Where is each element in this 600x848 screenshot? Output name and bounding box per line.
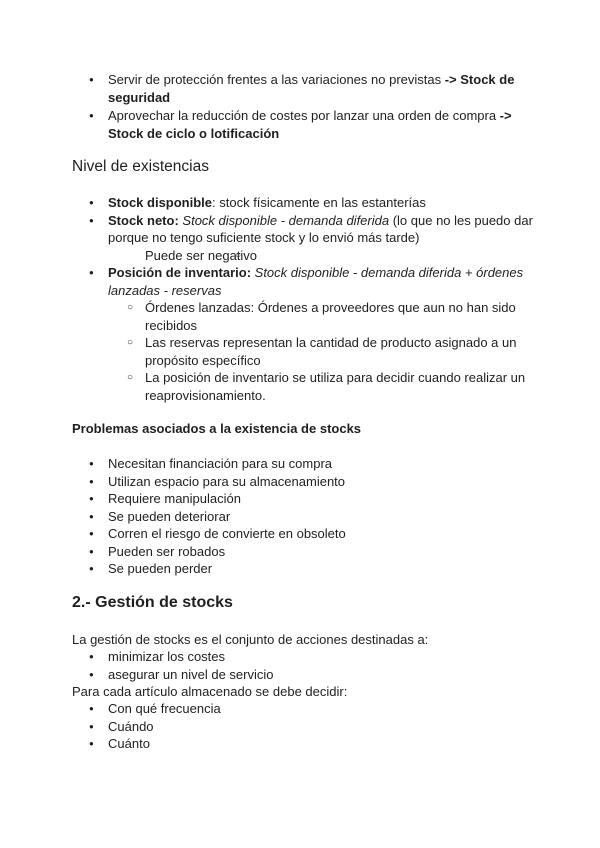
list-item xyxy=(0,648,600,666)
list-item-text: Cuándo xyxy=(108,718,154,734)
list-item xyxy=(0,525,600,543)
stock-purpose-list xyxy=(0,71,600,142)
sub-list-item xyxy=(108,247,534,265)
term-definition: : stock físicamente en las estanterías xyxy=(212,195,426,210)
list-item xyxy=(0,71,600,106)
list-item xyxy=(0,700,600,718)
term-bold: Stock neto: xyxy=(108,212,179,228)
gestion-goals-list xyxy=(0,648,600,683)
nivel-list xyxy=(0,194,600,299)
posicion-sub-list xyxy=(0,299,600,404)
sub-list-item xyxy=(0,334,600,369)
list-item xyxy=(0,666,600,684)
list-item-bold-text: -> Stock de seguridad xyxy=(108,72,515,105)
list-item-text: minimizar los costes xyxy=(108,649,226,664)
list-item-text: Requiere manipulación xyxy=(108,491,241,506)
list-item-text: Se pueden deteriorar xyxy=(108,508,231,524)
section-heading-gestion: 2.- Gestión de stocks xyxy=(72,594,233,611)
term-bold: Stock disponible xyxy=(108,195,213,210)
list-item-text: Con qué frecuencia xyxy=(108,701,221,716)
list-item xyxy=(0,543,600,561)
list-item-text: Necesitan financiación para su compra xyxy=(108,456,333,471)
sub-item-text: Órdenes lanzadas: Órdenes a proveedores que aun no han sido recibidos xyxy=(145,300,516,333)
list-item-text: Cuánto xyxy=(108,736,150,751)
gestion-decide: Para cada artículo almacenado se debe decidir: xyxy=(72,684,348,699)
list-item-text: Utilizan espacio para su almacenamiento xyxy=(108,473,346,489)
section-heading-nivel: Nivel de existencias xyxy=(72,158,209,175)
list-item xyxy=(0,194,600,212)
list-item xyxy=(0,455,600,473)
list-item-text: Servir de protección frentes a las variaciones no previstas xyxy=(108,72,445,87)
list-item xyxy=(0,560,600,578)
list-item xyxy=(0,718,600,736)
term-formula: Stock disponible - demanda diferida + órdenes lanzadas - reservas xyxy=(108,265,524,298)
list-item-text: Se pueden perder xyxy=(108,561,213,576)
list-item-text: Corren el riesgo de convierte en obsoleto xyxy=(108,526,346,541)
list-item xyxy=(0,473,600,491)
sub-list-item xyxy=(0,369,600,404)
list-item xyxy=(0,212,600,265)
term-bold: Posición de inventario: xyxy=(108,265,252,280)
term-formula: Stock disponible - demanda diferida xyxy=(178,212,390,228)
sub-item-text: La posición de inventario se utiliza para decidir cuando realizar un reaprovisionamiento. xyxy=(145,370,526,403)
list-item-text: Aprovechar la reducción de costes por lanzar una orden de compra xyxy=(108,108,500,123)
list-item-text: asegurar un nivel de servicio xyxy=(108,666,274,682)
list-item xyxy=(0,735,600,753)
list-item xyxy=(0,107,600,142)
section-heading-problemas: Problemas asociados a la existencia de stocks xyxy=(72,421,362,436)
list-item-text: Pueden ser robados xyxy=(108,543,226,559)
list-item xyxy=(0,490,600,508)
list-item-bold-text: -> Stock de ciclo o lotificación xyxy=(108,108,512,141)
sub-list-item xyxy=(0,299,600,334)
list-item xyxy=(0,264,600,299)
gestion-decide-list xyxy=(0,700,600,753)
problemas-list xyxy=(0,455,600,578)
sub-item-text: Puede ser negativo xyxy=(145,247,258,263)
sub-item-text: Las reservas representan la cantidad de producto asignado a un propósito específico xyxy=(145,335,517,368)
list-item xyxy=(0,508,600,526)
gestion-intro: La gestión de stocks es el conjunto de acciones destinadas a: xyxy=(72,632,429,647)
term-definition: (lo que no les puedo dar porque no tengo suficiente stock y lo envió más tarde) xyxy=(108,212,533,245)
